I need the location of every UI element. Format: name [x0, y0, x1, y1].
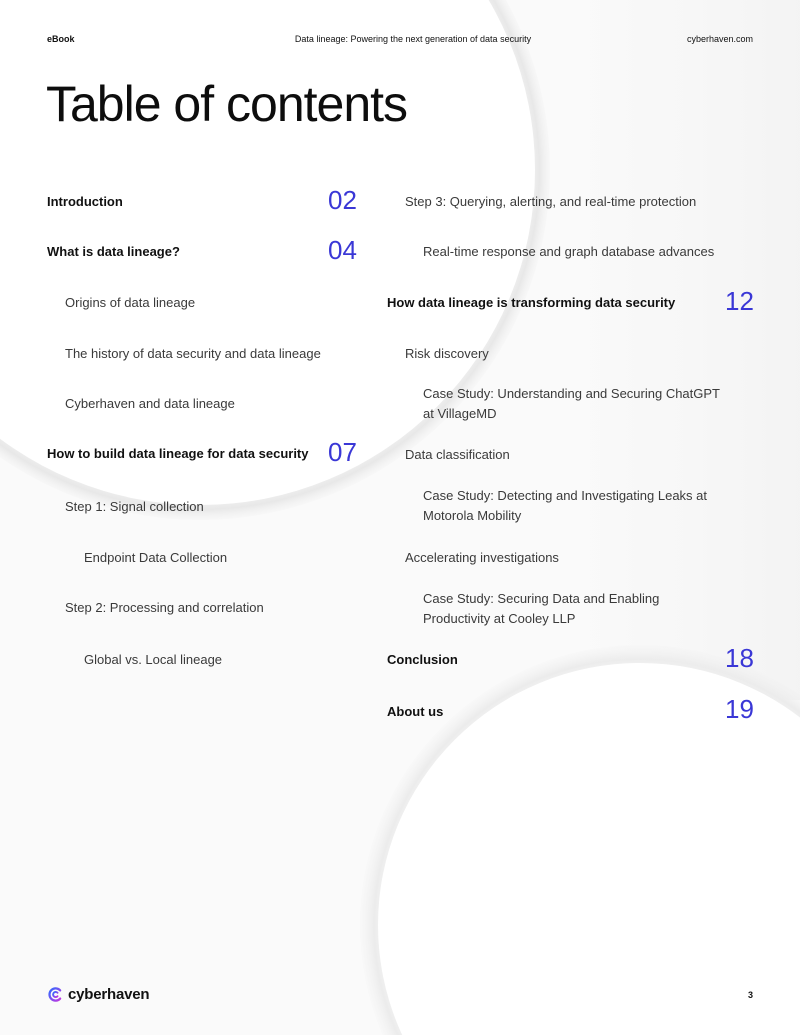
toc-entry-case-study-cooley[interactable] — [423, 589, 659, 629]
case-study-cooley-line1: Case Study: Securing Data and Enabling — [423, 591, 660, 606]
toc-page-about-us: 19 — [725, 694, 754, 724]
toc-entry-cyberhaven-and-data-lineage[interactable]: Cyberhaven and data lineage — [65, 396, 235, 411]
toc-entry-conclusion[interactable]: Conclusion — [387, 652, 458, 667]
toc-entry-case-study-chatgpt[interactable] — [423, 384, 720, 424]
toc-page-introduction: 02 — [328, 185, 357, 215]
header-ebook-label: eBook — [47, 34, 75, 44]
page-number: 3 — [747, 990, 753, 1000]
toc-entry-what-is-data-lineage[interactable]: What is data lineage? — [47, 244, 180, 259]
toc-entry-realtime-response[interactable]: Real-time response and graph database advances — [423, 244, 715, 259]
toc-entry-data-classification[interactable]: Data classification — [405, 447, 510, 462]
cyberhaven-logo-icon — [47, 986, 64, 1003]
toc-entry-endpoint-data-collection[interactable]: Endpoint Data Collection — [84, 550, 228, 565]
toc-entry-global-vs-local[interactable]: Global vs. Local lineage — [84, 652, 223, 667]
case-study-chatgpt-line1: Case Study: Understanding and Securing ChatGPT — [423, 386, 721, 401]
toc-page-how-to-build: 07 — [328, 437, 357, 467]
toc-entry-origins[interactable]: Origins of data lineage — [65, 295, 196, 310]
case-study-motorola-line2: Motorola Mobility — [423, 508, 522, 523]
toc-entry-introduction[interactable]: Introduction — [47, 194, 123, 209]
header-document-title: Data lineage: Powering the next generation of data security — [294, 34, 532, 44]
header-website: cyberhaven.com — [686, 34, 753, 44]
toc-entry-step2[interactable]: Step 2: Processing and correlation — [65, 600, 264, 615]
cyberhaven-logo — [47, 986, 149, 1003]
toc-entry-risk-discovery[interactable]: Risk discovery — [405, 346, 489, 361]
toc-entry-how-to-build[interactable]: How to build data lineage for data security — [47, 446, 309, 461]
toc-entry-accelerating-investigations[interactable]: Accelerating investigations — [405, 550, 559, 565]
case-study-chatgpt-line2: at VillageMD — [423, 406, 497, 421]
toc-page-transforming-security: 12 — [725, 286, 754, 316]
toc-entry-step1[interactable]: Step 1: Signal collection — [65, 499, 204, 514]
toc-entry-history[interactable]: The history of data security and data lineage — [65, 346, 321, 361]
toc-page-what-is-data-lineage: 04 — [328, 235, 357, 265]
logo-text: cyberhaven — [68, 986, 150, 1003]
toc-entry-case-study-motorola[interactable] — [423, 486, 707, 526]
case-study-motorola-line1: Case Study: Detecting and Investigating Leaks at — [423, 488, 708, 503]
case-study-cooley-line2: Productivity at Cooley LLP — [423, 611, 576, 626]
toc-entry-transforming-security[interactable]: How data lineage is transforming data security — [387, 295, 676, 310]
toc-entry-about-us[interactable]: About us — [387, 704, 444, 719]
toc-page-conclusion: 18 — [725, 643, 754, 673]
page-title: Table of contents — [46, 76, 408, 132]
toc-entry-step3[interactable]: Step 3: Querying, alerting, and real-time protection — [405, 194, 697, 209]
